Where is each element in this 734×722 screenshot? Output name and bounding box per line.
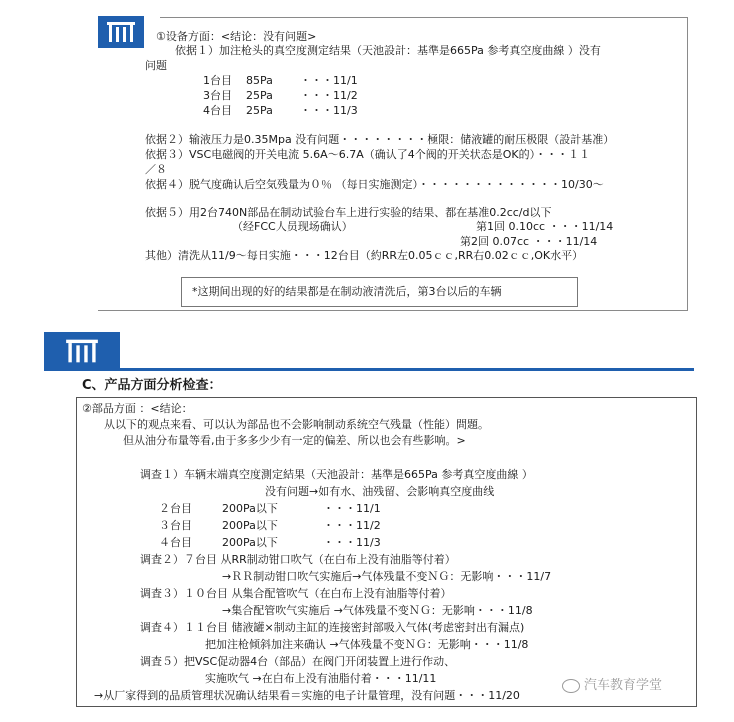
top-frame-top-line: [160, 17, 688, 18]
survey1-row2-car: ３台目: [159, 519, 192, 532]
basis1-row3-car: 4台目: [203, 104, 232, 117]
other-line: 其他）清洗从11/9～每日实施・・・12台目（約RR左0.05ｃｃ,RR右0.02ｃｃ,OK水平）: [145, 249, 584, 262]
survey1-row1-value: 200Pa以下: [222, 502, 278, 515]
conclusion-line: →从厂家得到的品质管理状况确认结果看＝实施的电子计量管理，没有问题・・・11/20: [94, 689, 520, 702]
intro-line1: 从以下的观点来看、可以认为部品也不会影响制动系统空气残量（性能）問題。: [104, 418, 489, 431]
equipment-heading: ①设备方面：<结论：没有问题>: [156, 30, 317, 43]
survey5-line2: 实施吹气 →在白布上没有油脂付着・・・11/11: [205, 672, 437, 685]
survey1-row3-value: 200Pa以下: [222, 536, 278, 549]
survey1-row1-date: ・・・11/1: [323, 502, 381, 515]
intro-line2: 但从油分布量等看,由于多多少少有一定的偏差、所以也会有些影响。>: [123, 434, 466, 447]
survey2-line2: →ＲＲ制动钳口吹气实施后→气体残量不变ＮＧ：无影响・・・11/7: [222, 570, 552, 583]
parts-heading: ②部品方面 ：<结论：: [82, 402, 193, 415]
bottom-header-bar: [44, 368, 694, 371]
wechat-icon: [562, 679, 580, 693]
survey1-row2-date: ・・・11/2: [323, 519, 381, 532]
basis3-line1: 依据３）VSC电磁阀的开关电流 5.6A～6.7A（确认了4个阀的开关状态是OK的）・・・１１: [145, 148, 591, 161]
basis5-line2: （经FCC人员现场确认）: [232, 220, 353, 233]
survey1-row3-date: ・・・11/3: [323, 536, 381, 549]
survey2-line1: 调査２）７台目 从RR制动钳口吹气（在白布上没有油脂等付着）: [140, 553, 456, 566]
top-logo-icon: [98, 16, 144, 48]
basis3-line2: ／８: [145, 163, 167, 176]
watermark-text: 汽车教育学堂: [584, 678, 663, 693]
note-text: *这期间出现的好的结果都是在制动液清洗后，第3台以后的车辆: [192, 285, 502, 298]
basis1-row1-value: 85Pa: [246, 74, 273, 87]
section-title: C、产品方面分析检查：: [82, 378, 222, 393]
basis1-row3-date: ・・・11/3: [300, 104, 358, 117]
basis4-line: 依据４）脱气度确认后空気残量为０％ （每日实施测定）・・・・・・・・・・・・・10/30～: [145, 178, 604, 191]
survey1-line1: 调查１）车辆末端真空度測定結果（天池設計：基準是665Pa 参考真空度曲線 ）: [140, 468, 533, 481]
basis5-line1: 依据５）用2台740N部品在制动试验台车上进行实验的结果、都在基准0.2cc/d以下: [145, 206, 552, 219]
bottom-logo-icon: [44, 332, 120, 370]
survey3-line1: 调査３）１０台目 从集合配管吹气（在白布上没有油脂等付着）: [140, 587, 452, 600]
basis1-row2-value: 25Pa: [246, 89, 273, 102]
survey1-row2-value: 200Pa以下: [222, 519, 278, 532]
note-box: [181, 277, 578, 307]
survey3-line2: →集合配管吹气实施后 →气体残量不变ＮＧ：无影响・・・11/8: [222, 604, 533, 617]
basis5-round2: 第2回 0.07cc ・・・11/14: [460, 235, 598, 248]
basis1-row2-date: ・・・11/2: [300, 89, 358, 102]
survey1-row1-car: ２台目: [159, 502, 192, 515]
basis1-row1-car: 1台目: [203, 74, 232, 87]
top-frame-bottom-line: [98, 310, 688, 311]
watermark: [562, 674, 662, 693]
survey1-row3-car: ４台目: [159, 536, 192, 549]
basis5-round1: 第1回 0.10cc ・・・11/14: [476, 220, 614, 233]
basis1-line2: 问题: [145, 59, 167, 72]
basis1-row1-date: ・・・11/1: [300, 74, 358, 87]
survey4-line2: 把加注枪倾斜加注来确认 →气体残量不变ＮＧ：无影响・・・11/8: [205, 638, 529, 651]
survey4-line1: 调査４）１１台目 储液罐×制动主缸的连接密封部吸入气体(考虑密封出有漏点): [140, 621, 525, 634]
top-frame-right-line: [687, 17, 688, 310]
basis1-row2-car: 3台目: [203, 89, 232, 102]
survey5-line1: 调査５）把VSC促动器4台（部品）在阀门开闭装置上进行作动、: [140, 655, 456, 668]
survey1-line2: 没有问题→如有水、油残留、会影响真空度曲线: [265, 485, 495, 498]
basis1-line1: 依据１）加注枪头的真空度测定结果（天池設計：基準是665Pa 参考真空度曲線 ）没有: [175, 44, 601, 57]
basis1-row3-value: 25Pa: [246, 104, 273, 117]
basis2-line: 依据２）输液压力是0.35Mpa 没有问题・・・・・・・・極限：储液罐的耐压极限（設計基准）: [145, 133, 615, 146]
